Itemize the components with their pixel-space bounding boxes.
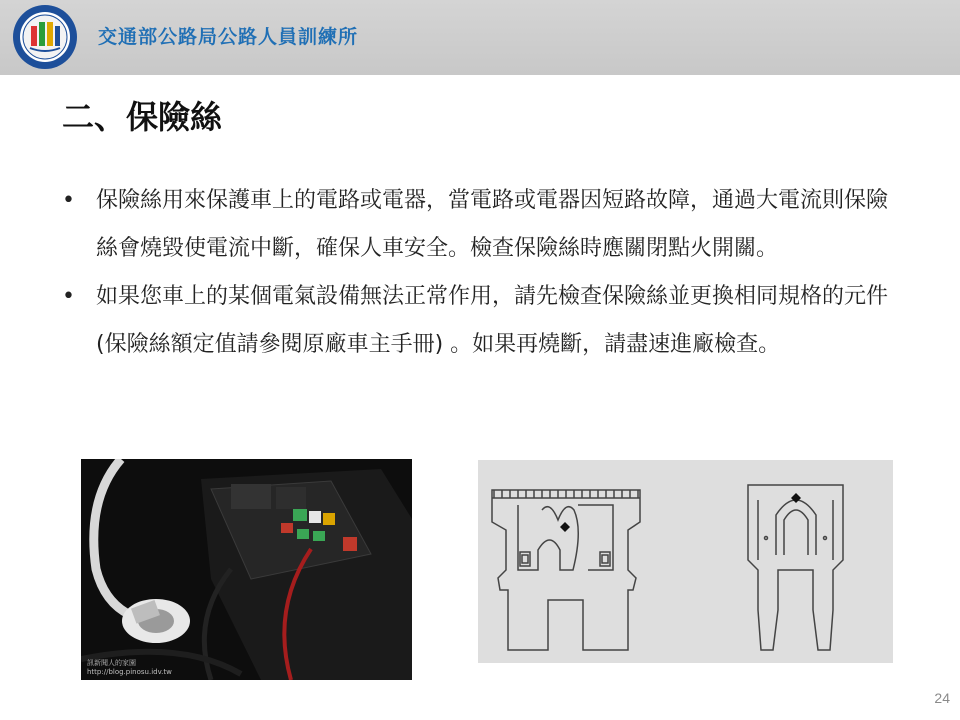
bullet-marker: • <box>62 284 75 309</box>
bullet-item <box>62 177 902 273</box>
bullet-marker: • <box>62 188 75 213</box>
page-number: 24 <box>934 690 950 706</box>
blade-fuse-diagram <box>478 460 893 663</box>
bullet-text: 保險絲用來保護車上的電路或電器，當電路或電器因短路故障，通過大電流則保險絲會燒毀使電流中斷，確保人車安全。檢查保險絲時應關閉點火開關。 <box>96 188 889 261</box>
watermark-line: http://blog.pinosu.idv.tw <box>87 668 172 676</box>
watermark-line: 訊新聞人的家園 <box>87 659 136 667</box>
bullet-item <box>62 273 902 369</box>
fuse-box-photo <box>81 459 412 680</box>
header-bar <box>0 0 960 75</box>
fuse-box-photo-illustration <box>81 459 412 680</box>
slide-title: 二、保險絲 <box>62 98 223 136</box>
institute-logo-icon <box>12 4 78 70</box>
bullet-list <box>62 177 902 369</box>
blade-fuse-drawing <box>478 460 893 663</box>
bullet-text: 如果您車上的某個電氣設備無法正常作用，請先檢查保險絲並更換相同規格的元件(保險絲額定值請參閱原廠車主手冊) 。如果再燒斷，請盡速進廠檢查。 <box>96 284 889 357</box>
photo-watermark <box>87 659 172 677</box>
organization-name: 交通部公路局公路人員訓練所 <box>98 26 359 48</box>
